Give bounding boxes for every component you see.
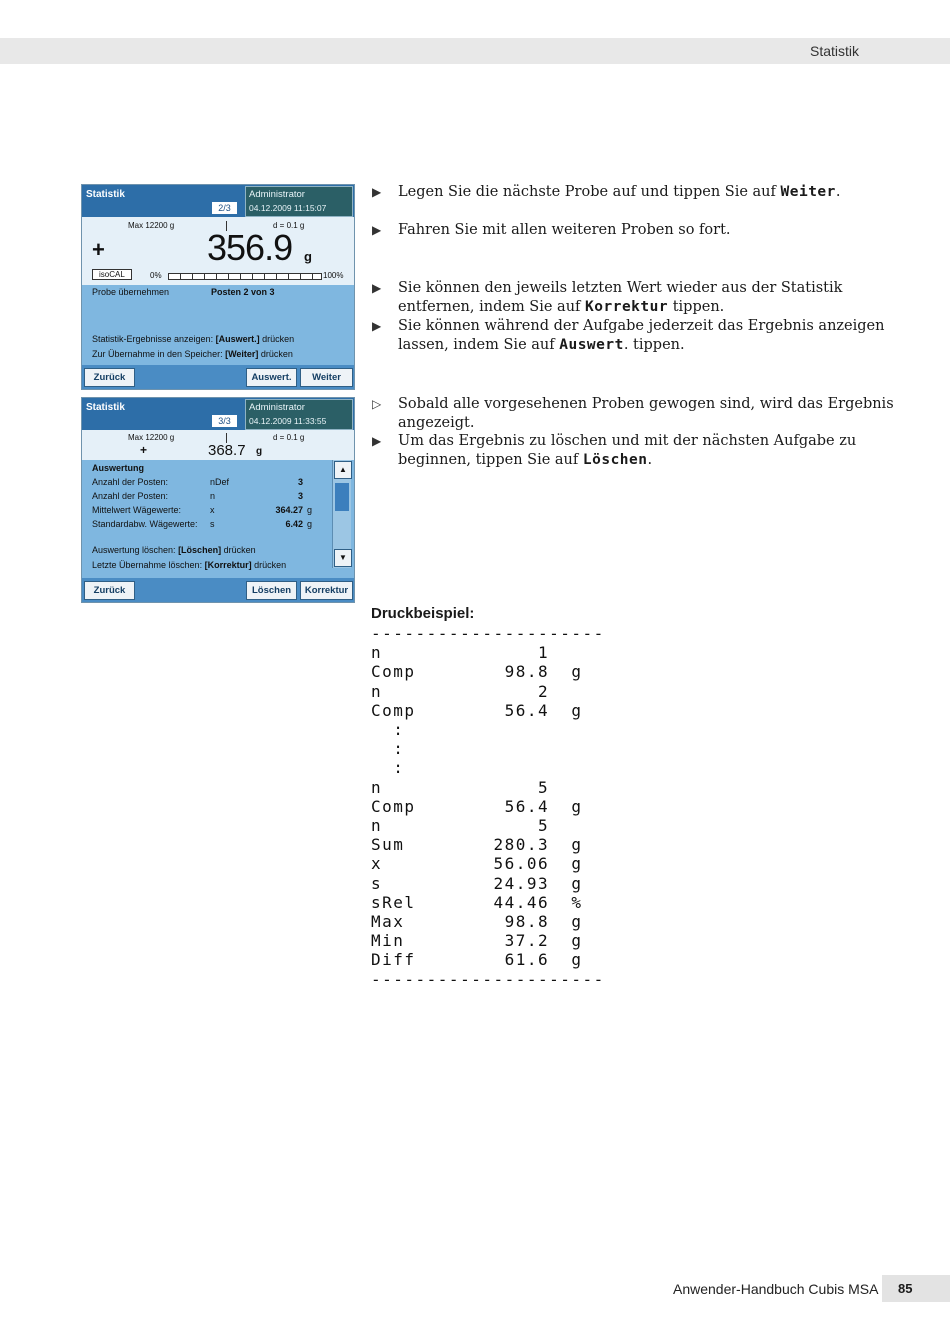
hint-correct-text: Letzte Übernahme löschen:: [92, 560, 205, 570]
header-band: [0, 38, 950, 64]
row-label: Standardabw. Wägewerte:: [92, 519, 198, 529]
print-example-title: Druckbeispiel:: [371, 605, 475, 622]
print-line: :: [371, 758, 405, 778]
result-text: Sobald alle vorgesehenen Proben gewogen sind, wird das Ergebnis angezeigt.: [398, 396, 894, 431]
weight-display: [82, 217, 354, 285]
row-label: Mittelwert Wägewerte:: [92, 505, 182, 515]
instruction-remove-last: [372, 279, 917, 317]
user-box: [245, 186, 353, 217]
footer-doc-title: Anwender-Handbuch Cubis MSA: [673, 1281, 879, 1297]
user-name: Administrator: [249, 402, 305, 413]
row-value: 364.27: [275, 505, 303, 515]
row-value: 3: [297, 477, 303, 487]
scroll-up-icon[interactable]: ▲: [334, 461, 352, 479]
max-capacity: Max 12200 g: [128, 221, 175, 230]
scrollbar[interactable]: [332, 460, 351, 568]
print-line: sRel 44.46 %: [371, 892, 583, 912]
weight-sign: +: [140, 443, 148, 457]
instruction-text-end: .: [647, 452, 653, 468]
row-label: Anzahl der Posten:: [92, 491, 169, 501]
page-indicator: 2/3: [212, 202, 237, 214]
hint-correct: [92, 560, 286, 570]
correction-button[interactable]: Korrektur: [300, 581, 353, 600]
weight-unit: g: [256, 446, 263, 457]
print-line: Comp 56.4 g: [371, 700, 583, 720]
result-note: [372, 395, 917, 433]
row-value: 6.42: [285, 519, 303, 529]
print-line: Comp 98.8 g: [371, 662, 583, 682]
status-right: Posten 2 von 3: [211, 287, 275, 297]
back-button[interactable]: Zurück: [84, 581, 135, 600]
print-line: n 5: [371, 816, 550, 836]
print-rule-bottom: ---------------------: [371, 969, 605, 989]
instruction-continue: [372, 221, 917, 240]
section-title: Statistik: [809, 43, 859, 59]
screen-title: Statistik: [86, 402, 125, 413]
hint-eval-key: [Auswert.]: [215, 334, 260, 344]
print-line: Sum 280.3 g: [371, 835, 583, 855]
arrow-right-icon: ▶: [372, 185, 382, 199]
instruction-text: Sie können während der Aufgabe jederzeit das Ergebnis anzeigen lassen, indem Sie auf: [398, 318, 885, 353]
hint-delete-post: drücken: [221, 545, 256, 555]
hollow-arrow-icon: ▷: [372, 397, 382, 411]
weight-unit: g: [304, 249, 312, 264]
back-button[interactable]: Zurück: [84, 368, 135, 387]
weight-value: 356.9: [207, 227, 293, 268]
row-unit: g: [307, 519, 313, 529]
arrow-right-icon: ▶: [372, 223, 382, 237]
hint-save: [92, 349, 293, 359]
scroll-down-icon[interactable]: ▼: [334, 549, 352, 567]
arrow-right-icon: ▶: [372, 319, 382, 333]
next-button[interactable]: Weiter: [300, 368, 353, 387]
softkey-bar: [82, 365, 354, 389]
evaluation-panel: [82, 460, 354, 578]
delete-button[interactable]: Löschen: [246, 581, 297, 600]
hint-correct-key: [Korrektur]: [204, 560, 252, 570]
hint-save-post: drücken: [258, 349, 293, 359]
user-name: Administrator: [249, 189, 305, 200]
arrow-right-icon: ▶: [372, 281, 382, 295]
print-line: n 2: [371, 681, 550, 701]
row-symbol: n: [210, 491, 216, 501]
hint-save-text: Zur Übernahme in den Speicher:: [92, 349, 226, 359]
instruction-text: Sie können den jeweils letzten Wert wieder aus der Statistik entfernen, indem Sie auf: [398, 280, 843, 315]
status-left: Probe übernehmen: [92, 287, 170, 297]
print-line: Diff 61.6 g: [371, 950, 583, 970]
readability: d = 0.1 g: [273, 433, 305, 442]
evaluation-title: Auswertung: [92, 463, 145, 473]
evaluation-row: [82, 505, 322, 519]
hint-eval: [92, 334, 294, 344]
weight-value: 368.7: [208, 442, 246, 459]
hint-delete-key: [Löschen]: [178, 545, 222, 555]
softkey-bar: [82, 578, 354, 602]
print-line: s 24.93 g: [371, 873, 583, 893]
hint-delete-text: Auswertung löschen:: [92, 545, 179, 555]
message-area: [82, 285, 354, 365]
page-indicator: 3/3: [212, 415, 237, 427]
print-line: Min 37.2 g: [371, 931, 583, 951]
scale-screen-evaluation: [81, 397, 355, 603]
instruction-text-end: . tippen.: [623, 337, 685, 353]
print-line: x 56.06 g: [371, 854, 583, 874]
key-label-weiter: Weiter: [780, 184, 836, 200]
hint-save-key: [Weiter]: [225, 349, 259, 359]
print-line: :: [371, 720, 405, 740]
scroll-thumb[interactable]: [335, 483, 349, 511]
key-label-korrektur: Korrektur: [585, 299, 669, 315]
max-capacity: Max 12200 g: [128, 433, 175, 442]
evaluation-row: [82, 477, 322, 491]
print-line: Comp 56.4 g: [371, 796, 583, 816]
instruction-text-end: .: [835, 184, 841, 200]
scale-screen-weighing: [81, 184, 355, 390]
print-line: n 1: [371, 643, 550, 663]
readability: d = 0.1 g: [273, 221, 305, 230]
hint-eval-post: drücken: [259, 334, 295, 344]
hint-delete: [92, 545, 256, 555]
hint-correct-post: drücken: [251, 560, 287, 570]
user-box: [245, 399, 353, 430]
print-line: :: [371, 739, 405, 759]
screen-titlebar: [82, 398, 354, 430]
print-line: Max 98.8 g: [371, 912, 583, 932]
evaluation-row: [82, 491, 322, 505]
instruction-text: Um das Ergebnis zu löschen und mit der nächsten Aufgabe zu beginnen, tippen Sie auf: [398, 433, 857, 468]
date-time: 04.12.2009 11:33:55: [249, 416, 327, 426]
row-symbol: nDef: [210, 477, 230, 487]
print-example: [371, 624, 605, 989]
print-rule-top: ---------------------: [371, 624, 605, 643]
instruction-delete: [372, 432, 917, 470]
instruction-text: Legen Sie die nächste Probe auf und tippen Sie auf: [398, 184, 781, 200]
key-label-loeschen: Löschen: [582, 452, 648, 468]
capacity-bargraph: [168, 273, 322, 280]
row-unit: g: [307, 505, 313, 515]
hint-eval-text: Statistik-Ergebnisse anzeigen:: [92, 334, 216, 344]
isocal-label: isoCAL: [92, 269, 132, 280]
instruction-next-sample: [372, 183, 917, 202]
page-number: 85: [882, 1275, 950, 1302]
print-line: n 5: [371, 777, 550, 797]
arrow-right-icon: ▶: [372, 434, 382, 448]
row-symbol: x: [210, 505, 215, 515]
evaluate-button[interactable]: Auswert.: [246, 368, 297, 387]
key-label-auswert: Auswert: [559, 337, 624, 353]
bar-max-label: 100%: [323, 271, 344, 280]
instruction-show-result: [372, 317, 917, 355]
date-time: 04.12.2009 11:15:07: [249, 203, 327, 213]
weight-display: [82, 430, 354, 460]
instruction-text: Fahren Sie mit allen weiteren Proben so fort.: [398, 222, 731, 238]
row-value: 3: [297, 491, 303, 501]
row-label: Anzahl der Posten:: [92, 477, 169, 487]
bar-min-label: 0%: [150, 271, 162, 280]
row-symbol: s: [210, 519, 215, 529]
screen-title: Statistik: [86, 189, 125, 200]
screen-titlebar: [82, 185, 354, 217]
instruction-text-end: tippen.: [668, 299, 725, 315]
weight-sign: +: [92, 237, 105, 262]
evaluation-row: [82, 519, 322, 533]
